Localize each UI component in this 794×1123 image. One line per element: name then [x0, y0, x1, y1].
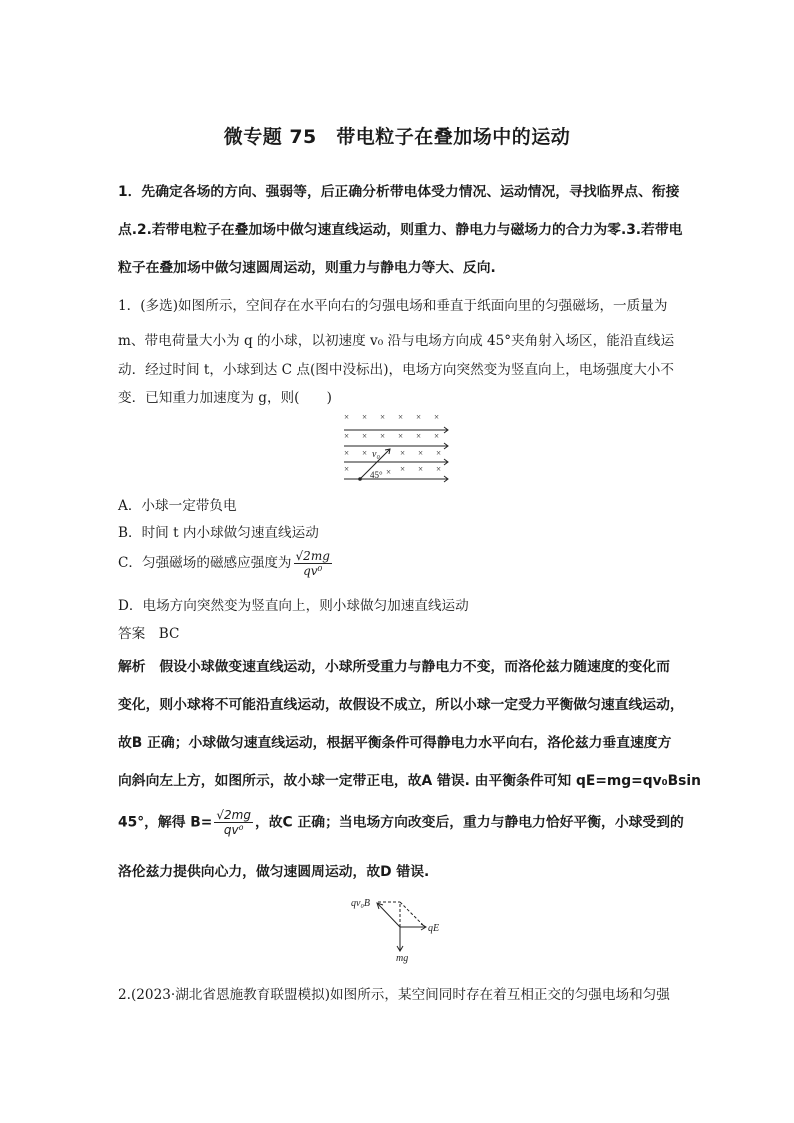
page-title: 微专题 75 带电粒子在叠加场中的运动 — [223, 126, 571, 148]
svg-text:×: × — [398, 431, 404, 441]
svg-text:×: × — [398, 412, 404, 422]
svg-text:×: × — [436, 464, 442, 474]
option-c-text: C．匀强磁场的磁感应强度为 — [118, 555, 292, 571]
question1-line-1: 1．(多选)如图所示，空间存在水平向右的匀强电场和垂直于纸面向里的匀强磁场，一质量为 — [118, 298, 668, 314]
intro-line-3: 粒子在叠加场中做匀速圆周运动，则重力与静电力等大、反向. — [118, 260, 496, 276]
mg-label: mg — [396, 953, 409, 964]
analysis-line-5 — [118, 808, 684, 837]
analysis-fraction-denominator: qv⁰ — [223, 823, 244, 837]
question1-line-2: m、带电荷量大小为 q 的小球，以初速度 v₀ 沿与电场方向成 45°夹角射入场区，能沿直线运 — [118, 333, 675, 349]
option-a: A．小球一定带负电 — [118, 498, 237, 514]
svg-text:×: × — [436, 448, 442, 458]
svg-text:×: × — [416, 412, 422, 422]
option-b: B．时间 t 内小球做匀速直线运动 — [118, 525, 319, 541]
ball-point — [358, 477, 362, 481]
qe-label: qE — [428, 923, 440, 934]
svg-text:×: × — [380, 431, 386, 441]
svg-text:×: × — [362, 412, 368, 422]
angle-label: 45° — [370, 470, 383, 480]
analysis-line-3: 故B 正确；小球做匀速直线运动，根据平衡条件可得静电力水平向右，洛伦兹力垂直速度方 — [118, 735, 672, 751]
option-c — [118, 549, 334, 578]
analysis-fraction-numerator: √2mg — [216, 808, 251, 822]
analysis-line-1: 解析 假设小球做变速直线运动，小球所受重力与静电力不变，而洛伦兹力随速度的变化而 — [118, 659, 670, 675]
option-c-fraction — [294, 549, 332, 578]
question2-line-1: 2.(2023·湖北省恩施教育联盟模拟)如图所示，某空间同时存在着互相正交的匀强电场和匀强 — [118, 987, 670, 1003]
intro-line-1: 1．先确定各场的方向、强弱等，后正确分析带电体受力情况、运动情况，寻找临界点、衔接 — [118, 184, 680, 200]
analysis-line-5-suffix: ，故C 正确；当电场方向改变后，重力与静电力恰好平衡，小球受到的 — [254, 814, 684, 831]
question1-line-4: 变．已知重力加速度为 g，则( ) — [118, 390, 332, 406]
option-d: D．电场方向突然变为竖直向上，则小球做匀加速直线运动 — [118, 598, 469, 614]
svg-text:×: × — [344, 431, 350, 441]
answer-row — [118, 622, 179, 642]
svg-text:×: × — [416, 431, 422, 441]
svg-text:×: × — [362, 431, 368, 441]
svg-text:×: × — [380, 412, 386, 422]
option-c-denominator: qv⁰ — [303, 564, 323, 578]
svg-text:×: × — [344, 464, 350, 474]
option-c-numerator: √2mg — [295, 549, 330, 563]
answer-value: BC — [158, 626, 180, 642]
analysis-line-6: 洛伦兹力提供向心力，做匀速圆周运动，故D 错误. — [118, 864, 430, 880]
svg-text:×: × — [400, 464, 406, 474]
intro-line-2: 点.2.若带电粒子在叠加场中做匀速直线运动，则重力、静电力与磁场力的合力为零.3.若带电 — [118, 222, 683, 238]
svg-text:×: × — [362, 448, 368, 458]
svg-text:×: × — [400, 448, 406, 458]
analysis-line-4: 向斜向左上方，如图所示，故小球一定带正电，故A 错误. 由平衡条件可知 qE=mg=qv₀Bsin — [118, 773, 701, 789]
svg-text:×: × — [344, 412, 350, 422]
question1-line-3: 动．经过时间 t，小球到达 C 点(图中没标出)，电场方向突然变为竖直向上，电场强度大小不 — [118, 362, 674, 378]
svg-text:×: × — [434, 412, 440, 422]
analysis-line-5-prefix: 45°，解得 B= — [118, 814, 213, 831]
qvb-label: qv₀B — [351, 898, 371, 909]
svg-text:×: × — [418, 464, 424, 474]
svg-text:×: × — [344, 448, 350, 458]
svg-text:×: × — [434, 431, 440, 441]
svg-text:×: × — [418, 448, 424, 458]
answer-label: 答案 — [118, 626, 146, 642]
velocity-label: v₀ — [372, 449, 380, 460]
analysis-line-2: 变化，则小球将不可能沿直线运动，故假设不成立，所以小球一定受力平衡做匀速直线运动， — [118, 697, 684, 713]
field-diagram — [338, 408, 456, 486]
force-diagram — [345, 892, 445, 964]
analysis-fraction — [214, 808, 253, 837]
svg-text:×: × — [386, 467, 392, 477]
